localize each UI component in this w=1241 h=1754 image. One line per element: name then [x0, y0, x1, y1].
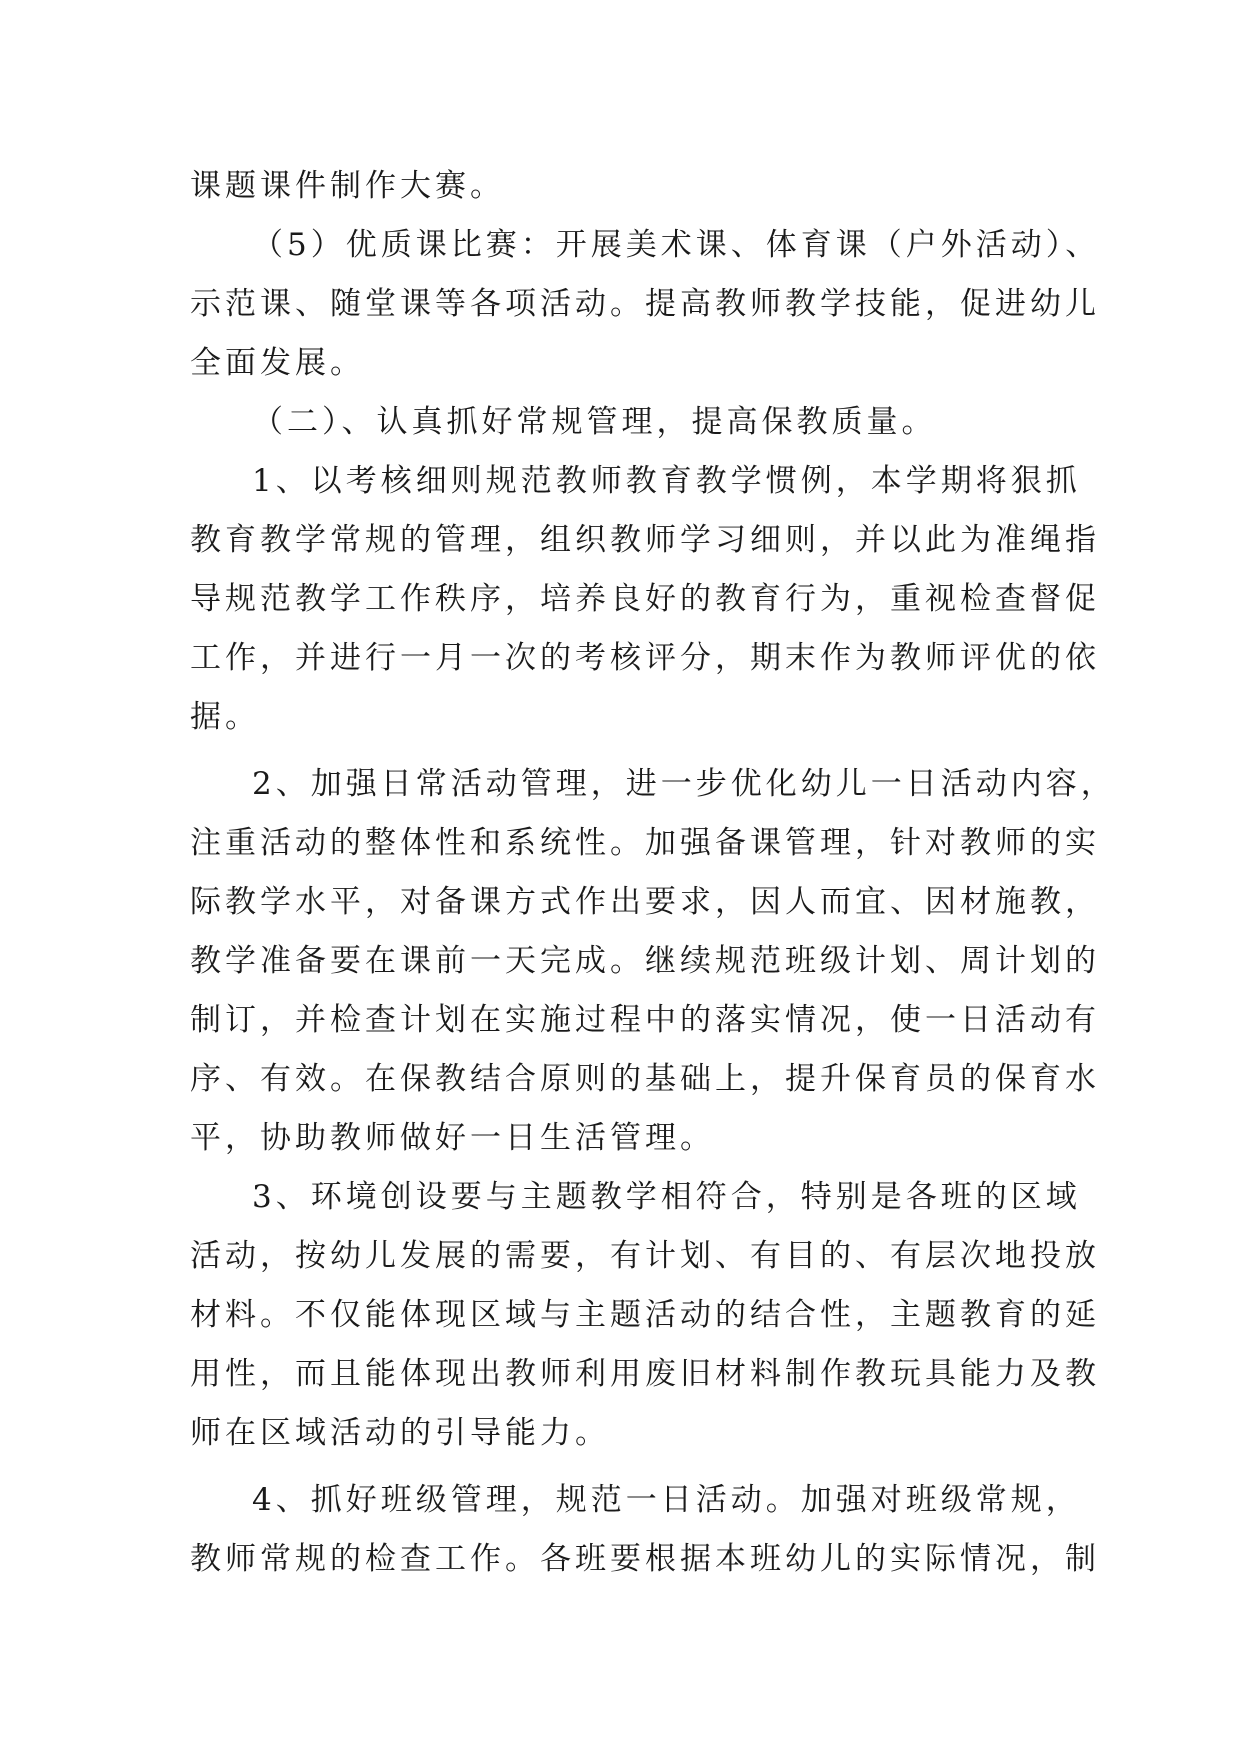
text-line: 平，协助教师做好一日生活管理。 [190, 1120, 715, 1156]
text-line: 导规范教学工作秩序，培养良好的教育行为，重视检查督促 [190, 581, 1100, 617]
text-line: 活动，按幼儿发展的需要，有计划、有目的、有层次地投放 [190, 1238, 1100, 1274]
text-line: 全面发展。 [190, 345, 365, 381]
text-line: 课题课件制作大赛。 [190, 168, 505, 204]
text-line: 制订，并检查计划在实施过程中的落实情况，使一日活动有 [190, 1002, 1100, 1038]
text-line: 序、有效。在保教结合原则的基础上，提升保育员的保育水 [190, 1061, 1100, 1097]
paragraph-1-line: 1、以考核细则规范教师教育教学惯例，本学期将狠抓 [252, 463, 1081, 499]
section-heading: （二）、认真抓好常规管理，提高保教质量。 [252, 404, 937, 440]
text-line: 际教学水平，对备课方式作出要求，因人而宜、因材施教， [190, 884, 1100, 920]
text-line: 教学准备要在课前一天完成。继续规范班级计划、周计划的 [190, 943, 1100, 979]
text-line: 注重活动的整体性和系统性。加强备课管理，针对教师的实 [190, 825, 1100, 861]
text-line: 材料。不仅能体现区域与主题活动的结合性，主题教育的延 [190, 1297, 1100, 1333]
document-body [190, 157, 1116, 1589]
text-line: 用性，而且能体现出教师利用废旧材料制作教玩具能力及教 [190, 1356, 1100, 1392]
text-line: 教育教学常规的管理，组织教师学习细则，并以此为准绳指 [190, 522, 1100, 558]
paragraph-2-line: 2、加强日常活动管理，进一步优化幼儿一日活动内容， [252, 766, 1116, 802]
text-line: 师在区域活动的引导能力。 [190, 1415, 610, 1451]
text-line: 据。 [190, 699, 260, 735]
paragraph-4-line: 4、抓好班级管理，规范一日活动。加强对班级常规， [252, 1482, 1081, 1518]
paragraph-3-line: 3、环境创设要与主题教学相符合，特别是各班的区域 [252, 1179, 1081, 1215]
text-line: 工作，并进行一月一次的考核评分，期末作为教师评优的依 [190, 640, 1100, 676]
text-line: 示范课、随堂课等各项活动。提高教师教学技能，促进幼儿 [190, 286, 1100, 322]
paragraph-item-5-line: （5）优质课比赛：开展美术课、体育课（户外活动）、 [252, 227, 1101, 263]
text-line: 教师常规的检查工作。各班要根据本班幼儿的实际情况，制 [190, 1541, 1100, 1577]
